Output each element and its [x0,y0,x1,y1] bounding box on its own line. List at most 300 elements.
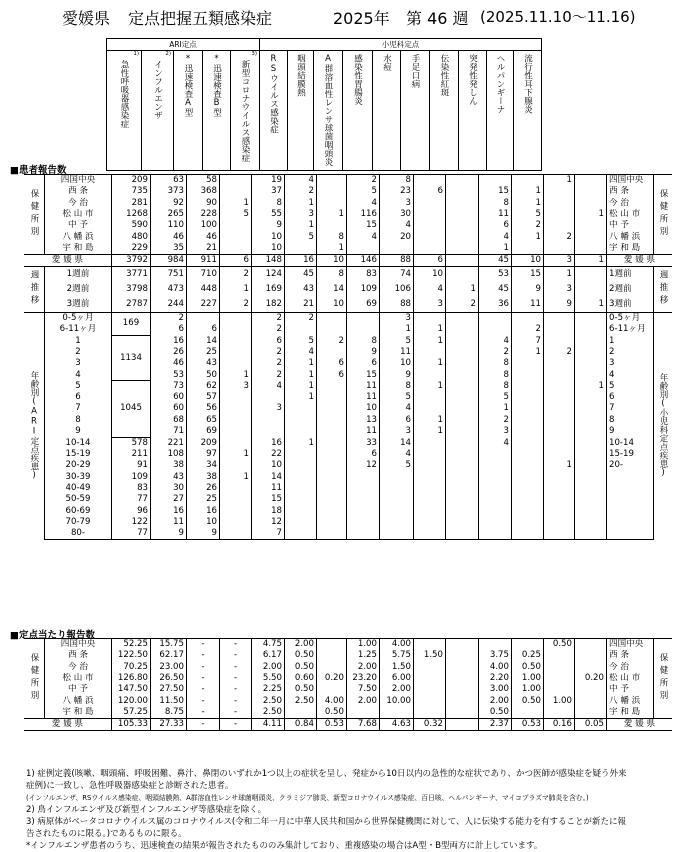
row-label: 松 山 市 [45,209,112,220]
cell [575,231,607,242]
cell [544,650,575,661]
cell: 10 [187,517,220,528]
cell: 5 [512,209,544,220]
cell [446,220,479,231]
cell: 2 [512,220,544,231]
cell: 57.25 [112,707,151,719]
column-label: 流行性耳下腺炎 [522,54,533,114]
table-row [24,684,672,695]
ari-group-header: ARI定点 [107,39,260,51]
cell [544,517,575,528]
column-header-cell [373,51,401,171]
cell: 1 [512,231,544,242]
cell [220,335,252,346]
cell: 1 [479,243,512,255]
row-label-right: 4 [607,369,654,380]
cell: 3.00 [479,684,512,695]
cell [544,437,575,449]
row-label: 40-49 [45,483,112,494]
cell: 8 [479,369,512,380]
cell: 108 [151,449,187,460]
cell [512,494,544,505]
cell [544,472,575,483]
column-header-cell [231,51,260,171]
cell [347,472,380,483]
cell [414,684,446,695]
cell: 10 [512,255,544,267]
cell: 8 [347,335,380,346]
merged-cell: 1134 [112,335,151,380]
table-row [24,282,672,297]
cell [187,312,220,324]
cell: 1 [220,282,252,297]
cell: 6.17 [252,650,285,661]
cell [446,347,479,358]
cell [317,198,347,209]
cell [446,437,479,449]
report-week: 第 46 週 [406,9,469,28]
cell [575,198,607,209]
cell: 53 [479,267,512,282]
cell: 14 [187,335,220,346]
cell [512,639,544,651]
table-row [24,243,672,255]
cell: 63 [151,175,187,187]
age-row [24,449,672,460]
row-label-right: 西 条 [607,186,654,197]
cell: 0.50 [544,639,575,651]
cell: 0.05 [575,719,607,731]
cell: 3 [544,255,575,267]
cell: 7 [252,528,285,540]
cell [446,243,479,255]
cell: 11 [380,347,414,358]
cell: 4 [380,220,414,231]
row-label: 中 予 [45,220,112,231]
cell: 7.68 [347,719,380,731]
cell: 4 [347,231,380,242]
cell [414,369,446,380]
merged-cell: 169 [112,312,151,335]
cell: 74 [380,267,414,282]
patients-table [24,174,672,540]
cell: 984 [151,255,187,267]
cell: 52.25 [112,639,151,651]
cell: 9 [544,297,575,312]
cell: 11 [347,426,380,437]
cell: 5 [380,392,414,403]
cell: 1.00 [512,673,544,684]
cell: 25 [187,347,220,358]
cell: 10 [317,297,347,312]
cell: - [187,695,220,706]
row-label-right: 松 山 市 [607,673,654,684]
cell: 0.50 [479,707,512,719]
age-row [24,437,672,449]
cell [446,358,479,369]
cell [544,198,575,209]
row-label: 60-69 [45,505,112,516]
cell [220,415,252,426]
cell [512,243,544,255]
cell: 46 [151,231,187,242]
column-label: A群溶血性レンサ球菌咽頭炎 [323,54,333,167]
cell: 1 [285,358,317,369]
cell [347,312,380,324]
cell [414,392,446,403]
column-label: 手足口病 [410,54,420,89]
cell [285,403,317,414]
group-label-text: 保健所別 [658,189,668,240]
cell: 1 [317,209,347,220]
column-header [24,38,602,171]
cell: 2.00 [285,639,317,651]
group-label-text: 週推移 [658,270,668,308]
cell: 23 [380,186,414,197]
cell: 1.50 [380,662,414,673]
cell [544,449,575,460]
cell: 1 [512,186,544,197]
cell [220,426,252,437]
cell: 2 [347,175,380,187]
cell [446,528,479,540]
column-header-cell [142,51,174,171]
cell: 0.60 [285,673,317,684]
footnote-3: 3) 病原体がベータコロナウイルス属のコロナウイルス(令和二年一月に中華人民共和国から世界保健機関に対して、人に伝染する能力を有することが新たに報 [26,817,627,827]
column-label: ヘルパンギーナ [495,54,505,114]
cell: 751 [151,267,187,282]
cell: 1 [575,297,607,312]
cell [347,517,380,528]
cell: 2 [285,312,317,324]
footnote-1: 1) 症例定義(咳嗽、咽頭痛、呼吸困難、鼻汁、鼻閉のいずれか1つ以上の症状を呈し、発症から10日以内の急性的な症状であり、かつ医師が感染症を疑う外来 [26,769,627,779]
cell [575,707,607,719]
cell: 146 [347,255,380,267]
cell: 9 [347,347,380,358]
row-label-right: 20- [607,460,654,471]
row-label: 1週前 [45,267,112,282]
cell [575,186,607,197]
footnote-1b: 症例)に一致し、急性呼吸器感染症と診断された患者。 [26,781,234,791]
cell: 11.50 [151,695,187,706]
cell: 5 [347,186,380,197]
cell: 46 [187,231,220,242]
row-label: 2週前 [45,282,112,297]
prefecture: 愛媛県 [62,9,111,28]
group-label-right [654,639,673,719]
cell: 110 [151,220,187,231]
cell [285,505,317,516]
cell [317,175,347,187]
cell [446,186,479,197]
cell: 0.50 [512,662,544,673]
cell [544,220,575,231]
cell: 1.25 [347,650,380,661]
cell: 37 [252,186,285,197]
cell: 68 [151,415,187,426]
footnote-2: 2) 鳥インフルエンザ及び新型インフルエンザ等感染症を除く。 [26,805,267,815]
cell [285,528,317,540]
cell [512,312,544,324]
column-header-cell [314,51,343,171]
cell: 473 [151,282,187,297]
row-label: 西 条 [45,650,112,661]
row-label: 15-19 [45,449,112,460]
cell [317,639,347,651]
cell: 2 [512,324,544,335]
cell: 4.11 [252,719,285,731]
cell [414,494,446,505]
cell [512,517,544,528]
cell: 911 [187,255,220,267]
cell [414,662,446,673]
cell [512,483,544,494]
cell: 26 [151,347,187,358]
cell: 26.50 [151,673,187,684]
cell: 8 [317,267,347,282]
cell: 1 [414,358,446,369]
group-label-text: 保健所別 [29,189,39,240]
row-label-right: 四国中央 [607,639,654,651]
cell: 70.25 [112,662,151,673]
cell: 480 [112,231,151,242]
cell [317,684,347,695]
cell [575,347,607,358]
cell [317,494,347,505]
cell: 1 [575,381,607,392]
cell: 8 [479,381,512,392]
cell: 90 [187,198,220,209]
cell: 578 [112,437,151,449]
cell: 6 [317,369,347,380]
cell [414,231,446,242]
cell: - [220,707,252,719]
cell [380,505,414,516]
table-row [24,175,672,187]
age-row [24,335,672,346]
cell [446,684,479,695]
cell: 2.00 [380,684,414,695]
cell: 0.50 [512,695,544,706]
cell: 5 [380,460,414,471]
cell [317,220,347,231]
row-label-right: 2 [607,347,654,358]
cell: 15 [252,494,285,505]
table-row [24,209,672,220]
cell: 8 [380,175,414,187]
cell [317,392,347,403]
cell: 11 [252,483,285,494]
cell: 45 [479,282,512,297]
row-label-right: 6-11ヶ月 [607,324,654,335]
table-row [24,695,672,706]
table-row [24,639,672,651]
cell: 3798 [112,282,151,297]
cell: 3792 [112,255,151,267]
cell [347,494,380,505]
cell: 11 [479,209,512,220]
table-row [24,662,672,673]
cell: 5 [479,392,512,403]
cell: 148 [252,255,285,267]
cell [414,220,446,231]
cell [285,707,317,719]
cell [512,426,544,437]
cell [479,505,512,516]
row-label-right: 愛 媛 県 [607,719,673,731]
cell [380,472,414,483]
cell: 124 [252,267,285,282]
cell [220,392,252,403]
cell [446,472,479,483]
cell [446,267,479,282]
cell: 58 [187,175,220,187]
cell: - [220,719,252,731]
age-row [24,312,672,324]
cell [575,472,607,483]
column-header-cell [174,51,203,171]
row-label: 八 幡 浜 [45,695,112,706]
table-row [24,267,672,282]
cell [544,186,575,197]
cell: 1268 [112,209,151,220]
cell [414,198,446,209]
row-label: 6-11ヶ月 [45,324,112,335]
row-label: 四国中央 [45,639,112,651]
cell: 3 [479,426,512,437]
cell [575,175,607,187]
cell: 11 [151,517,187,528]
cell [317,324,347,335]
cell: 2.25 [252,684,285,695]
cell: 69 [187,426,220,437]
cell [380,517,414,528]
cell: 14 [317,282,347,297]
cell: 1 [317,243,347,255]
cell: 22 [252,449,285,460]
cell [414,483,446,494]
cell: 2.50 [252,707,285,719]
cell: 12 [347,460,380,471]
cell: 4.63 [380,719,414,731]
cell: 281 [112,198,151,209]
row-label-right: 2週前 [607,282,654,297]
cell: 209 [187,437,220,449]
cell: 8.75 [151,707,187,719]
cell: - [187,707,220,719]
cell [575,282,607,297]
cell [220,403,252,414]
cell: 2 [220,297,252,312]
cell: 6 [414,186,446,197]
cell: 2 [151,312,187,324]
cell [317,426,347,437]
cell [446,175,479,187]
group-label-right [654,175,673,255]
cell: 3 [285,209,317,220]
cell [479,517,512,528]
age-row [24,517,672,528]
cell: 0.53 [512,719,544,731]
cell: 227 [187,297,220,312]
age-row [24,472,672,483]
cell [479,494,512,505]
cell: 35 [151,243,187,255]
cell: 4 [479,231,512,242]
cell: 3.75 [479,650,512,661]
column-label: 水痘 [381,54,392,72]
cell: 0.50 [285,662,317,673]
cell: 1 [285,198,317,209]
cell [512,369,544,380]
cell: - [220,673,252,684]
cell: 4 [380,449,414,460]
cell: 2 [252,358,285,369]
cell: 109 [112,472,151,483]
merged-cell: 1045 [112,381,151,437]
cell: 96 [112,505,151,516]
cell: 4 [252,381,285,392]
row-label: 70-79 [45,517,112,528]
row-label-right: 今 治 [607,198,654,209]
cell: 53 [151,369,187,380]
column-label: 急性呼吸器感染症 [119,60,129,129]
cell [317,186,347,197]
cell: 1 [220,198,252,209]
cell [446,231,479,242]
row-label-right: 八 幡 浜 [607,231,654,242]
cell [575,460,607,471]
cell [544,358,575,369]
report-name: 定点把握五類感染症 [128,9,273,28]
cell: 27.50 [151,684,187,695]
cell: 69 [347,297,380,312]
cell: 4 [285,347,317,358]
cell [479,639,512,651]
cell [317,472,347,483]
cell [446,662,479,673]
row-label-right: 3週前 [607,297,654,312]
cell [285,494,317,505]
age-row [24,460,672,471]
cell: 2.00 [347,662,380,673]
cell [285,415,317,426]
cell: - [187,673,220,684]
cell: 6 [414,255,446,267]
row-label-right [607,528,654,540]
cell: 0.50 [285,684,317,695]
table-row [24,297,672,312]
cell [220,505,252,516]
cell: 7 [512,335,544,346]
cell: 1 [575,209,607,220]
cell: 4.75 [252,639,285,651]
cell: 7.50 [347,684,380,695]
row-label: 宇 和 島 [45,707,112,719]
cell [575,639,607,651]
cell: 19 [252,175,285,187]
cell: 8 [252,198,285,209]
cell: 4 [414,282,446,297]
cell [317,415,347,426]
cell: 106 [380,282,414,297]
patients-section-title: ■患者報告数 [10,165,67,176]
cell [252,392,285,403]
column-header-cell [288,51,314,171]
row-label-right: 1週前 [607,267,654,282]
cell: 10 [252,460,285,471]
row-label-right: 9 [607,426,654,437]
